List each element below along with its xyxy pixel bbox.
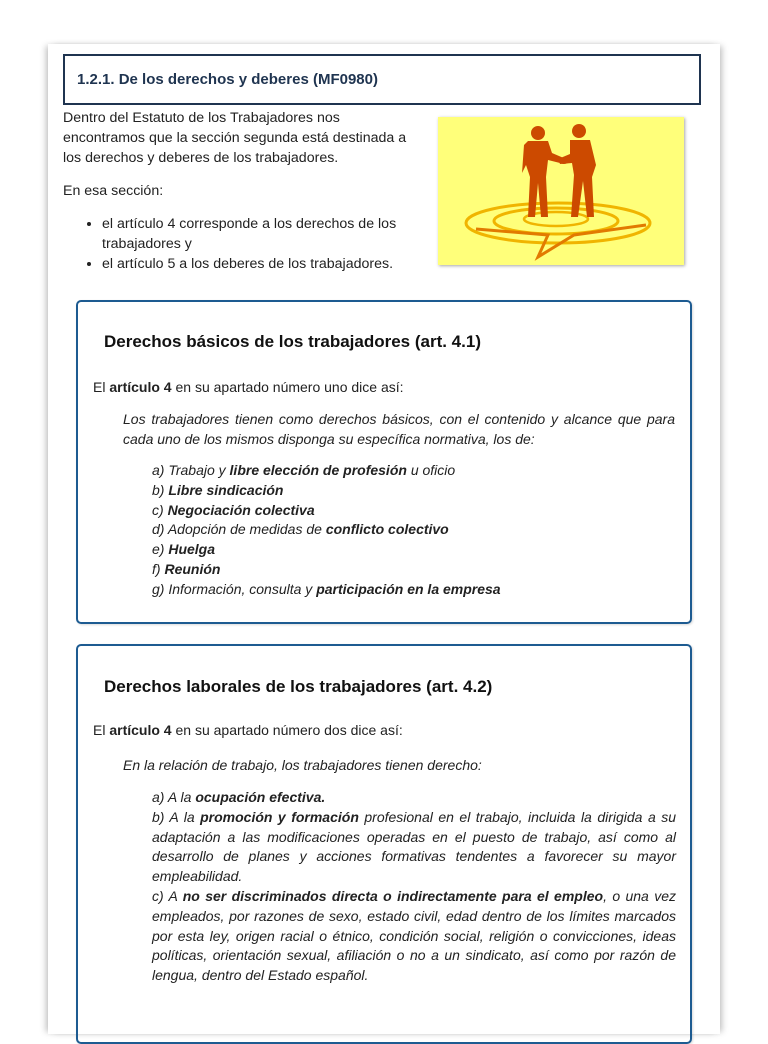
labor-rights-list xyxy=(152,788,676,986)
item-bold-text: promoción y formación xyxy=(200,808,359,825)
lead-text: El xyxy=(93,379,110,395)
labor-rights-box xyxy=(76,644,692,1044)
lead-text: en su apartado número dos dice así: xyxy=(171,722,403,738)
item-text: u oficio xyxy=(406,462,456,478)
basic-rights-lead xyxy=(93,379,404,395)
item-text: c) xyxy=(152,501,168,518)
basic-rights-box xyxy=(76,300,692,624)
lead-bold-text: artículo 4 xyxy=(109,379,172,395)
item-bold-text: Negociación colectiva xyxy=(167,501,315,518)
item-text: c) A xyxy=(152,887,183,904)
lead-text: en su apartado número uno dice así: xyxy=(171,379,404,395)
labor-rights-heading: Derechos laborales de los trabajadores (art. 4.2) xyxy=(104,677,493,696)
document-page xyxy=(48,44,720,1034)
item-bold-text: no ser discriminados directa o indirectamente para el empleo xyxy=(182,887,604,904)
basic-rights-list xyxy=(152,461,676,600)
item-text: a) A la xyxy=(152,789,196,805)
item-text: e) xyxy=(152,541,169,558)
item-bold-text: participación en la empresa xyxy=(316,580,501,597)
handshake-icon xyxy=(438,117,684,265)
basic-rights-quote: Los trabajadores tienen como derechos básicos, con el contenido y alcance que para cada uno de los mismos disponga su específica normativa, los de: xyxy=(123,411,675,447)
item-text: b) xyxy=(152,481,169,498)
item-bold-text: ocupación efectiva. xyxy=(195,789,326,805)
item-text: d) Adopción de medidas de xyxy=(152,521,326,538)
intro-lead: En esa sección: xyxy=(63,183,164,199)
section-title-box xyxy=(63,54,701,105)
lead-bold-text: artículo 4 xyxy=(109,722,172,738)
labor-rights-lead xyxy=(93,722,403,738)
intro-bullet: • el artículo 5 a los deberes de los trabajadores. xyxy=(102,254,413,274)
item-text: g) Información, consulta y xyxy=(152,580,317,597)
intro-text xyxy=(63,108,413,274)
list-item xyxy=(152,461,676,481)
list-item xyxy=(152,887,676,986)
item-bold-text: Libre sindicación xyxy=(168,481,284,498)
item-bold-text: Reunión xyxy=(164,560,221,577)
lead-text: El xyxy=(93,722,110,738)
list-item xyxy=(152,501,676,521)
item-bold-text: conflicto colectivo xyxy=(325,521,449,538)
intro-bullet: • el artículo 4 corresponde a los derechos de los trabajadores y xyxy=(102,214,413,254)
list-item xyxy=(152,540,676,560)
item-text: profesional en el trabajo, incluida la dirigida a su adaptación a las modificaciones operadas en el puesto de trabajo, así como al desarrollo de planes y acciones formativas tendentes a favorecer su mayor empleabilidad. xyxy=(152,808,677,885)
list-item xyxy=(152,580,676,600)
list-item xyxy=(152,520,676,540)
labor-rights-quote: En la relación de trabajo, los trabajadores tienen derecho: xyxy=(123,757,482,773)
basic-rights-heading: Derechos básicos de los trabajadores (art. 4.1) xyxy=(104,332,481,351)
list-item xyxy=(152,808,676,887)
list-item xyxy=(152,481,676,501)
section-title: 1.2.1. De los derechos y deberes (MF0980) xyxy=(77,71,378,88)
item-text: b) A la xyxy=(152,808,201,825)
handshake-illustration xyxy=(438,117,684,265)
item-bold-text: Huelga xyxy=(168,541,216,558)
item-text: a) Trabajo y xyxy=(152,462,230,478)
item-text: f) xyxy=(152,560,165,577)
item-text: , o una vez empleados, por razones de sexo, estado civil, edad dentro de los límites marcados por esta ley, origen racial o étnico, condición social, religión o convicciones, ideas políticas, orientación sexual, afiliación o no a un sindicato, así como por razón de lengua, dentro del Estado español. xyxy=(152,887,677,984)
list-item xyxy=(152,560,676,580)
intro-bullet-list xyxy=(63,214,413,274)
intro-paragraph: Dentro del Estatuto de los Trabajadores nos encontramos que la sección segunda está destinada a los derechos y deberes de los trabajadores. xyxy=(63,110,407,166)
list-item xyxy=(152,788,676,808)
item-bold-text: libre elección de profesión xyxy=(229,462,407,478)
